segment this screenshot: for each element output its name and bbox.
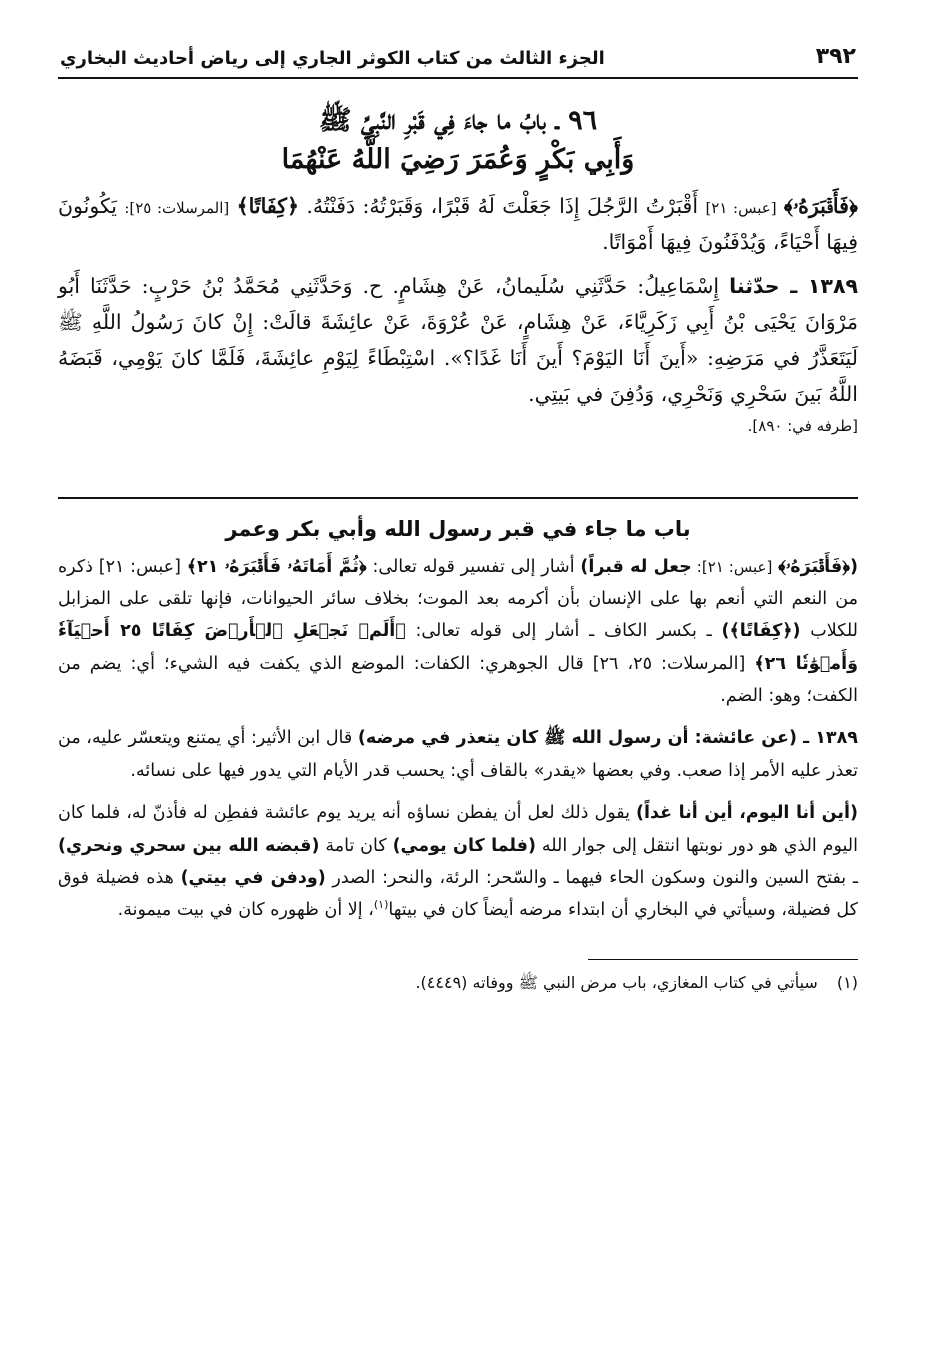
footnote <box>58 970 858 996</box>
commentary-text: يقول ذلك لعل أن يفطن نساؤه أنه يريد يوم عائشة ففطِن له فأذنّ له، فلما كان اليوم الذي هو دور نوبتها انتقل إلى جوار الله <box>58 803 858 856</box>
page-header <box>58 44 858 79</box>
quran-quote: ﴿فَأَقۡبَرَهُۥ﴾ <box>783 194 859 219</box>
book-page <box>58 44 858 1321</box>
commentary-paragraph <box>58 797 858 927</box>
footnote-divider-wrap <box>58 937 858 970</box>
commentary-text: ـ بكسر الكاف ـ أشار إلى قوله تعالى: <box>405 621 712 642</box>
footnote-divider <box>588 959 858 960</box>
bold-phrase: (ودفن في بيتي) <box>180 867 326 888</box>
running-title: الجزء الثالث من كتاب الكوثر الجاري إلى رياض أحاديث البخاري <box>60 48 605 69</box>
footnote-number: (١) <box>836 972 858 992</box>
commentary-text: [عبس: ٢١] ذكره من النعم التي أنعم بها على الإنسان بأن أكرمه بعد الموت؛ بخلاف سائر الحيوانات، فإنها تلقى على المزابل للكلاب <box>58 556 858 642</box>
bold-phrase: ١٣٨٩ ـ (عن عائشة: أن رسول الله ﷺ كان يتعذر في مرضه) <box>357 728 858 749</box>
quran-quote: (﴿كِفَاتًا﴾) <box>721 621 801 642</box>
bold-phrase: جعل له قبراً) <box>580 556 692 577</box>
intro-text: أَقْبَرْتُ الرَّجُلَ إِذَا جَعَلْتَ لَهُ قَبْرًا، وَقَبَرْتُهُ: دَفَنْتُهُ. <box>298 194 699 219</box>
chapter-title-line-1: ٩٦ ـ بابُ ما جاءَ فِي قَبْرِ النَّبِيِّ ﷺ <box>318 105 598 136</box>
chapter-intro <box>58 189 858 261</box>
commentary-text: هذه فضيلة فوق كل فضيلة، وسيأتي في البخاري أن ابتداء مرضه أيضاً كان في بيتها <box>58 867 858 921</box>
commentary-text: ـ بفتح السين والنون وسكون الحاء فيهما ـ والسّحر: الرئة، والنحر: الصدر <box>325 867 858 888</box>
bold-phrase: (قبضه الله بين سحري ونحري) <box>58 835 320 856</box>
commentary-title: باب ما جاء في قبر رسول الله وأبي بكر وعمر <box>225 516 691 541</box>
hadith-cross-reference: [طرفه في: ٨٩٠]. <box>747 416 858 435</box>
commentary-text: قال ابن الأثير: أي يمتنع ويتعسّر عليه، من تعذر عليه الأمر إذا صعب. وفي بعضها «يقدر» بالقاف أي: يحسب قدر الأيام التي يدور فيها على نسائه. <box>58 728 858 781</box>
commentary-text: [المرسلات: ٢٥، ٢٦] قال الجوهري: الكفات: الموضع الذي يكفت فيه الشيء؛ أي: يضم من الكفت؛ وهو: الضم. <box>58 653 858 707</box>
hadith-text <box>58 269 858 413</box>
commentary-text: أشار إلى تفسير قوله تعالى: <box>366 556 575 577</box>
hadith-body: إِسْمَاعِيلُ: حَدَّثَنِي سُلَيمانُ، عَنْ هِشَامٍ. ح. وَحَدَّثَنِي مُحَمَّدُ بْنُ حَرْبٍ: حَدَّثَنَا أَبُو مَرْوَانَ يَحْيَى بْنُ أَبِي زَكَرِيَّاءَ، عَنْ هِشَامٍ، عَنْ عُرْوَةَ، عَنْ عائِشَةَ قالَتْ: إِنْ كانَ رَسُولُ اللَّهِ ﷺ لَيَتَعَذَّرُ في مَرَضِهِ: «أَينَ أَنَا اليَوْمَ؟ أَينَ أَنَا غَدًا؟». اسْتِبْطَاءً لِيَوْمِ عائِشَةَ، فَلَمَّا كانَ يَوْمِي، قَبَضَهُ اللَّهُ بَينَ سَحْرِي وَنَحْرِي، وَدُفِنَ في بَيتِي. <box>58 274 858 406</box>
commentary-paragraph <box>58 551 858 713</box>
quran-quote: ﴿ثُمَّ أَمَاتَهُۥ فَأَقۡبَرَهُۥ ٢١﴾ <box>186 556 367 577</box>
chapter-title-line-2: وَأَبِي بَكْرٍ وَعُمَرَ رَضِيَ اللَّهُ عَنْهُمَا <box>281 144 635 176</box>
commentary-paragraph <box>58 722 858 787</box>
page-number: ٣٩٢ <box>815 44 856 69</box>
intro-text: يَكُونُونَ فِيهَا أَحْيَاءً، وَيُدْفَنُونَ فِيهَا أَمْوَاتًا. <box>58 194 858 255</box>
footnote-marker[interactable]: (١) <box>373 898 389 912</box>
footnote-text: سيأتي في كتاب المغازي، باب مرض النبي ﷺ ووفاته (٤٤٤٩). <box>415 972 818 992</box>
chapter-title <box>58 101 858 179</box>
quran-quote: ﴿كِفَاتًا﴾ <box>236 194 299 219</box>
commentary-text: ، إلا أن ظهوره كان في بيت ميمونة. <box>117 900 374 921</box>
verse-reference: [عبس: ٢١]: <box>691 557 773 576</box>
verse-reference: [المرسلات: ٢٥]: <box>124 199 230 218</box>
commentary-text: كان تامة <box>319 835 387 856</box>
verse-reference: [عبس: ٢١] <box>705 199 777 218</box>
bold-phrase: (أين أنا اليوم، أين أنا غداً) <box>636 803 858 824</box>
section-divider <box>58 497 858 499</box>
quran-quote: ﴿أَلَمۡ نَجۡعَلِ ٱلۡأَرۡضَ كِفَاتًا ٢٥ أَحۡيَآءٗ وَأَمۡوَٰتٗا ٢٦﴾ <box>58 621 858 674</box>
hadith-number: ١٣٨٩ ـ حدّثنا <box>729 274 858 299</box>
quran-quote: (﴿فَأَقۡبَرَهُۥ﴾ <box>778 556 858 577</box>
bold-phrase: (فلما كان يومي) <box>392 835 536 856</box>
